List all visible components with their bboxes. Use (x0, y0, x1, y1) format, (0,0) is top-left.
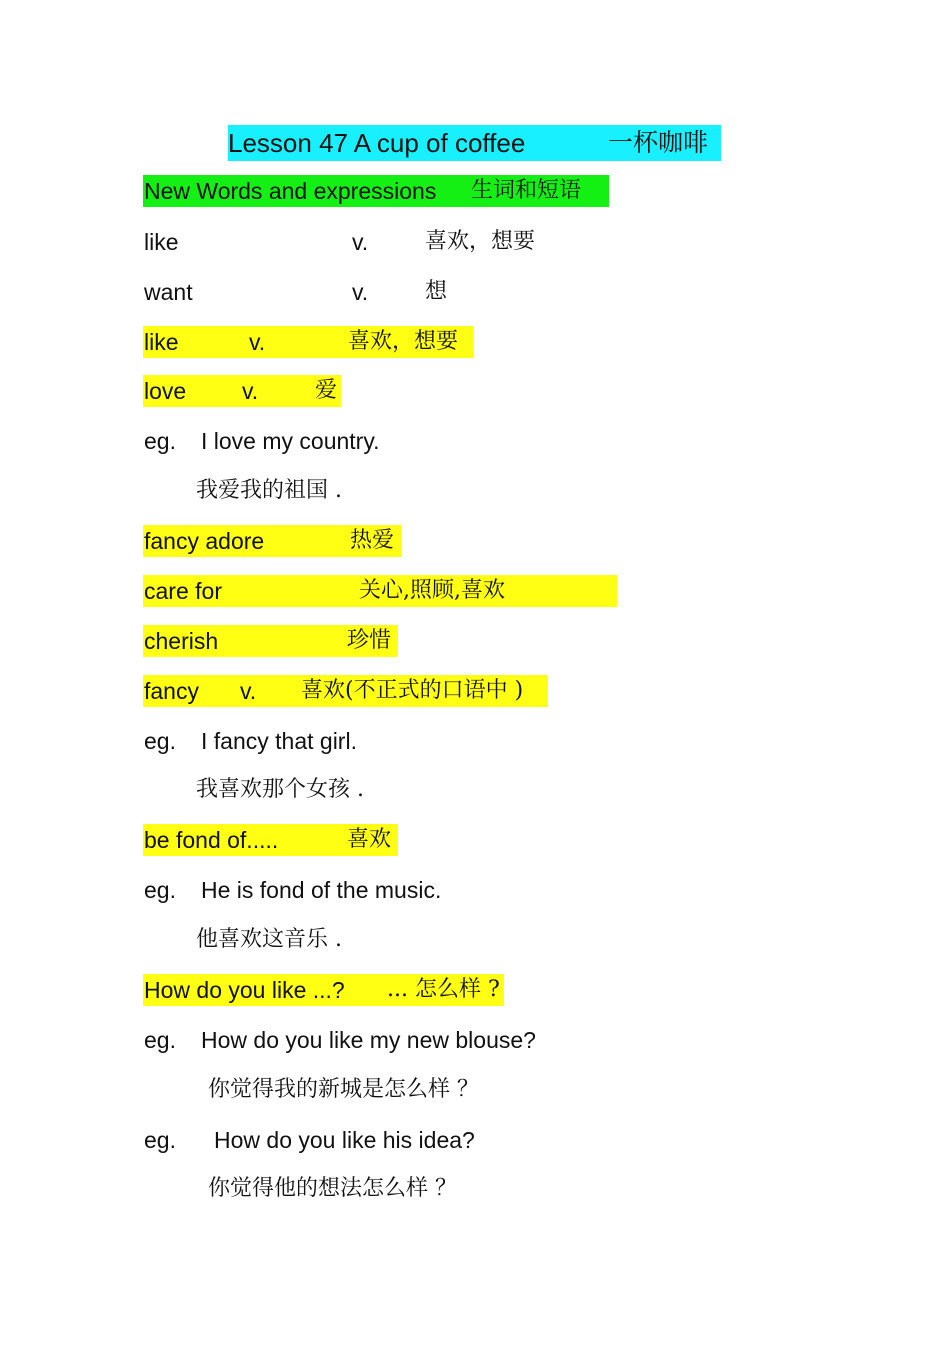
phrase-how-do-you-like (143, 974, 504, 1006)
vocab-word: like (144, 229, 179, 255)
example-english: I fancy that girl. (201, 728, 357, 754)
example-fond-translation: 他喜欢这音乐 . (196, 927, 342, 952)
term-pos: v. (242, 378, 259, 404)
term-fancy-adore (143, 525, 402, 557)
term-care-for (143, 575, 617, 607)
term-word: fancy (144, 678, 199, 704)
term-word: fancy adore (144, 528, 265, 554)
example-english: I love my country. (201, 428, 380, 454)
section-heading (143, 175, 609, 207)
example-idea-translation: 你觉得他的想法怎么样 ？ (208, 1176, 457, 1201)
example-blouse-translation: 你觉得我的新城是怎么样 ？ (208, 1077, 479, 1102)
term-like (143, 326, 474, 358)
phrase-text: How do you like ...? (144, 977, 345, 1003)
example-label: eg. (144, 1027, 176, 1053)
example-fancy-translation: 我喜欢那个女孩 . (196, 777, 364, 802)
term-meaning: 爱 (315, 378, 338, 403)
example-label: eg. (144, 877, 176, 903)
term-word: care for (144, 578, 222, 604)
term-be-fond-of (143, 824, 398, 856)
example-love (143, 425, 543, 457)
term-meaning: 喜欢，想要 (348, 329, 459, 354)
example-english: How do you like his idea? (214, 1127, 475, 1153)
lesson-title-english: Lesson 47 A cup of coffee (228, 128, 526, 158)
example-blouse (143, 1024, 603, 1056)
example-idea (143, 1124, 543, 1156)
example-fond (143, 874, 543, 906)
term-pos: v. (249, 329, 266, 355)
term-meaning: 关心,照顾,喜欢 (359, 578, 505, 603)
term-cherish (143, 625, 398, 657)
vocab-row-like (143, 226, 563, 258)
example-label: eg. (144, 728, 176, 754)
lesson-title-chinese: 一杯咖啡 (608, 128, 709, 157)
section-heading-chinese: 生词和短语 (471, 178, 582, 203)
term-meaning: 喜欢(不正式的口语中 ) (301, 678, 524, 703)
term-word: be fond of..... (144, 827, 279, 853)
vocab-row-want (143, 276, 563, 308)
term-love (143, 375, 341, 407)
phrase-meaning: ... 怎么样 ? (387, 977, 500, 1002)
term-meaning: 热爱 (350, 528, 395, 553)
term-fancy (143, 675, 548, 707)
vocab-meaning: 喜欢，想要 (425, 229, 536, 254)
example-label: eg. (144, 1127, 176, 1153)
term-meaning: 珍惜 (347, 628, 392, 653)
term-meaning: 喜欢 (347, 827, 392, 852)
term-word: cherish (144, 628, 219, 654)
vocab-pos: v. (352, 279, 369, 305)
vocab-meaning: 想 (425, 279, 448, 304)
vocab-word: want (144, 279, 193, 305)
section-heading-english: New Words and expressions (144, 178, 437, 204)
example-label: eg. (144, 428, 176, 454)
lesson-title (228, 125, 721, 161)
example-love-translation: 我爱我的祖国 . (196, 478, 342, 503)
vocab-pos: v. (352, 229, 369, 255)
example-fancy (143, 725, 543, 757)
term-word: like (144, 329, 179, 355)
example-english: How do you like my new blouse? (201, 1027, 536, 1053)
term-pos: v. (240, 678, 257, 704)
example-english: He is fond of the music. (201, 877, 442, 903)
term-word: love (144, 378, 187, 404)
